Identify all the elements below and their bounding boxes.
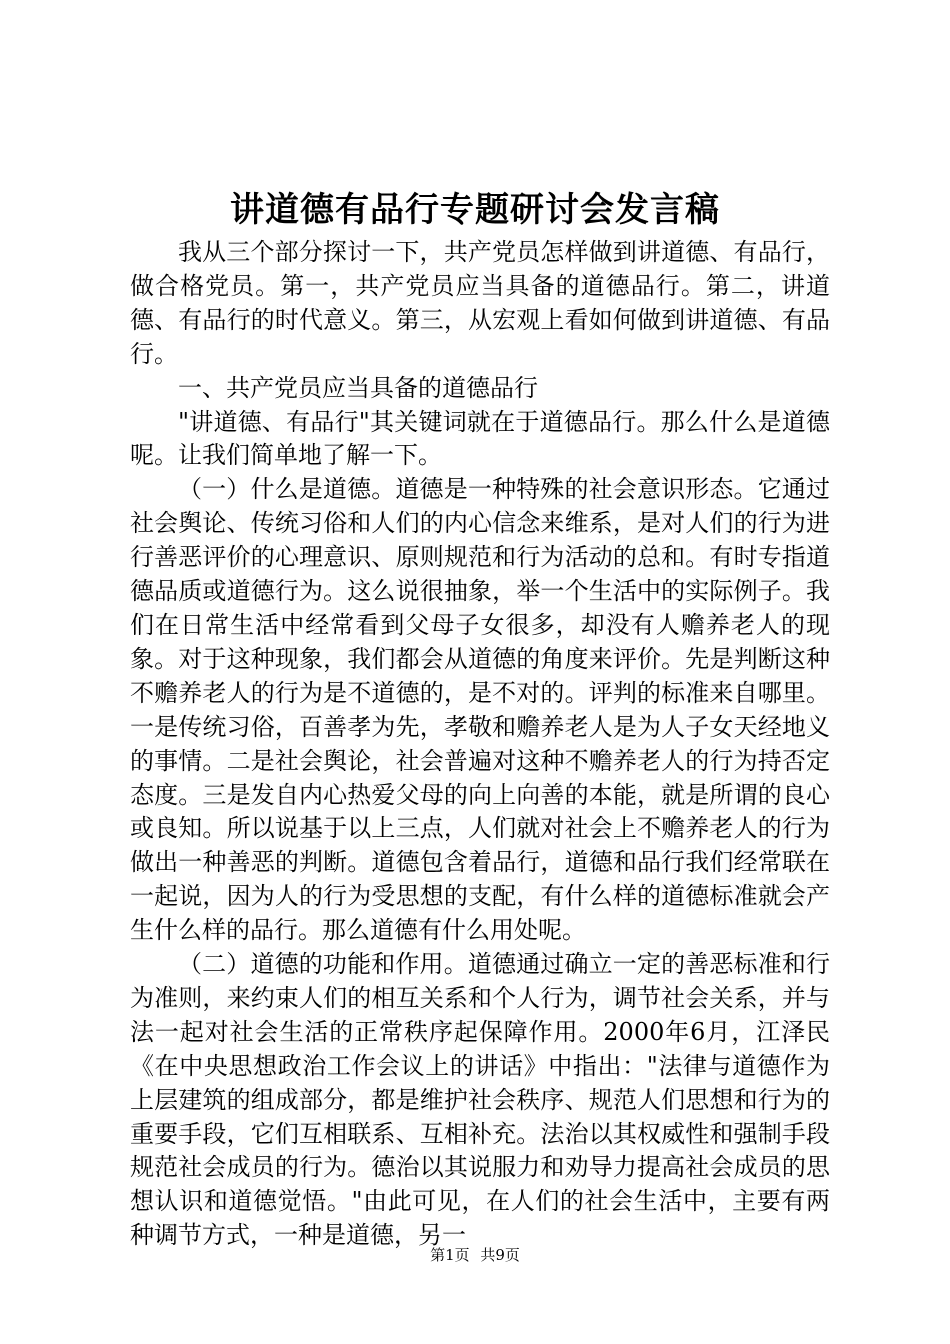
paragraph-function-of-morality: （二）道德的功能和作用。道德通过确立一定的善恶标准和行为准则，来约束人们的相互关系和个人行为，调节社会关系，并与法一起对社会生活的正常秩序起保障作用。2000年6月，江泽民《在中央思想政治工作会议上的讲话》中指出："法律与道德作为上层建筑的组成部分，都是维护社会秩序、规范人们思想和行为的重要手段，它们互相联系、互相补充。法治以其权威性和强制手段规范社会成员的行为。德治以其说服力和劝导力提高社会成员的思想认识和道德觉悟。"由此可见，在人们的社会生活中，主要有两种调节方式，一种是道德，另一	[130, 950, 830, 1250]
page-total: 共9页	[480, 1246, 520, 1264]
page-footer	[0, 1244, 950, 1266]
paragraph-what-is-morality: （一）什么是道德。道德是一种特殊的社会意识形态。它通过社会舆论、传统习俗和人们的内心信念来维系，是对人们的行为进行善恶评价的心理意识、原则规范和行为活动的总和。有时专指道德品质或道德行为。这么说很抽象，举一个生活中的实际例子。我们在日常生活中经常看到父母子女很多，却没有人赡养老人的现象。对于这种现象，我们都会从道德的角度来评价。先是判断这种不赡养老人的行为是不道德的，是不对的。评判的标准来自哪里。一是传统习俗，百善孝为先，孝敬和赡养老人是为人子女天经地义的事情。二是社会舆论，社会普遍对这种不赡养老人的行为持否定态度。三是发自内心热爱父母的向上向善的本能，就是所谓的良心或良知。所以说基于以上三点，人们就对社会上不赡养老人的行为做出一种善恶的判断。道德包含着品行，道德和品行我们经常联在一起说，因为人的行为受思想的支配，有什么样的道德标准就会产生什么样的品行。那么道德有什么用处呢。	[130, 475, 830, 945]
paragraph-keyword: "讲道德、有品行"其关键词就在于道德品行。那么什么是道德呢。让我们简单地了解一下。	[130, 407, 830, 470]
paragraph-intro: 我从三个部分探讨一下，共产党员怎样做到讲道德、有品行，做合格党员。第一，共产党员应当具备的道德品行。第二，讲道德、有品行的时代意义。第三，从宏观上看如何做到讲道德、有品行。	[130, 238, 830, 368]
document-title: 讲道德有品行专题研讨会发言稿	[230, 190, 720, 230]
page-number: 第1页	[430, 1246, 470, 1264]
section-heading-1: 一、共产党员应当具备的道德品行	[178, 373, 538, 402]
document-body	[130, 236, 830, 1253]
